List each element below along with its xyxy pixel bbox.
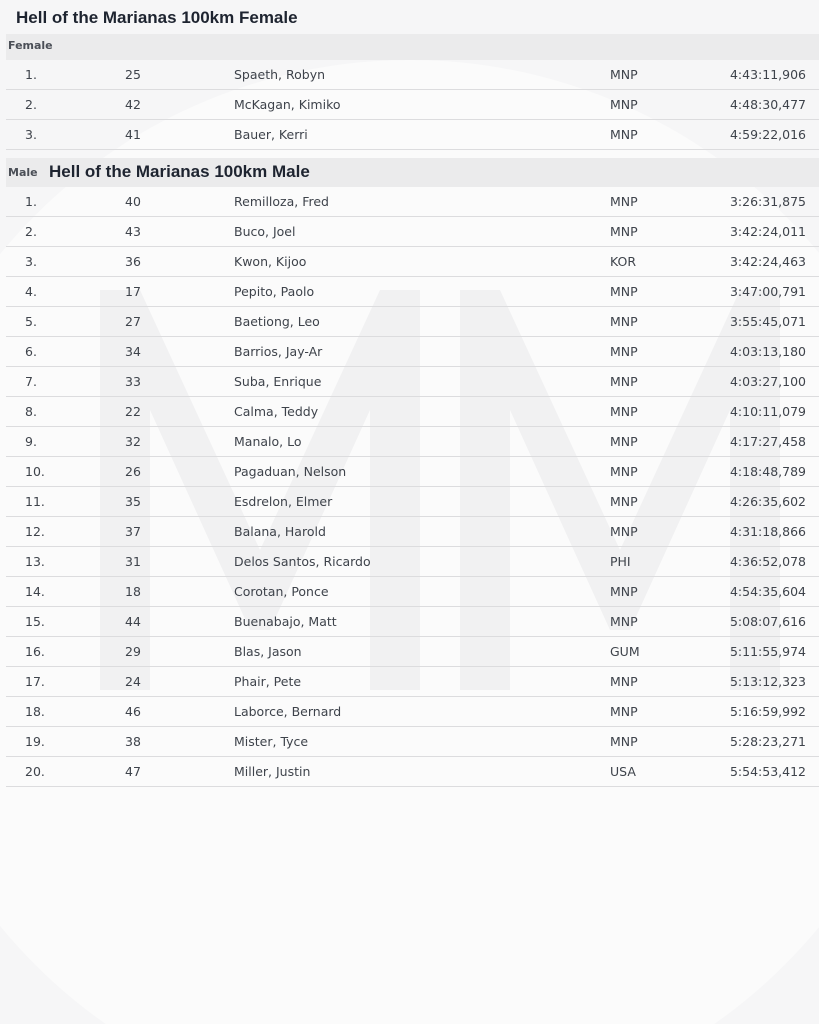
- nationality-cell: MNP: [610, 194, 638, 209]
- time-cell: 4:48:30,477: [729, 97, 806, 112]
- name-cell: Baetiong, Leo: [234, 314, 320, 329]
- nationality-cell: MNP: [610, 584, 638, 599]
- bib-cell: 26: [125, 464, 141, 479]
- bib-cell: 42: [125, 97, 141, 112]
- name-cell: Corotan, Ponce: [234, 584, 329, 599]
- rank-cell: 1.: [25, 194, 37, 209]
- rank-cell: 3.: [25, 254, 37, 269]
- rank-cell: 1.: [25, 67, 37, 82]
- name-cell: Manalo, Lo: [234, 434, 302, 449]
- nationality-cell: KOR: [610, 254, 637, 269]
- time-cell: 4:54:35,604: [729, 584, 806, 599]
- table-row: [6, 337, 819, 367]
- name-cell: Remilloza, Fred: [234, 194, 329, 209]
- bib-cell: 43: [125, 224, 141, 239]
- time-cell: 4:31:18,866: [729, 524, 806, 539]
- table-row: [6, 727, 819, 757]
- bib-cell: 35: [125, 494, 141, 509]
- name-cell: Miller, Justin: [234, 764, 311, 779]
- table-row: [6, 757, 819, 787]
- male-section-title: Hell of the Marianas 100km Male: [49, 162, 310, 181]
- nationality-cell: MNP: [610, 314, 638, 329]
- rank-cell: 6.: [25, 344, 37, 359]
- name-cell: McKagan, Kimiko: [234, 97, 341, 112]
- time-cell: 4:36:52,078: [729, 554, 806, 569]
- time-cell: 5:16:59,992: [729, 704, 806, 719]
- bib-cell: 24: [125, 674, 141, 689]
- male-results-table: [6, 187, 819, 787]
- rank-cell: 2.: [25, 224, 37, 239]
- time-cell: 3:42:24,011: [729, 224, 806, 239]
- rank-cell: 8.: [25, 404, 37, 419]
- time-cell: 5:11:55,974: [729, 644, 806, 659]
- name-cell: Suba, Enrique: [234, 374, 322, 389]
- time-cell: 4:43:11,906: [729, 67, 806, 82]
- rank-cell: 18.: [25, 704, 45, 719]
- bib-cell: 34: [125, 344, 141, 359]
- name-cell: Pagaduan, Nelson: [234, 464, 347, 479]
- table-row: [6, 487, 819, 517]
- nationality-cell: MNP: [610, 67, 638, 82]
- nationality-cell: GUM: [610, 644, 640, 659]
- bib-cell: 29: [125, 644, 141, 659]
- name-cell: Mister, Tyce: [234, 734, 309, 749]
- name-cell: Kwon, Kijoo: [234, 254, 307, 269]
- time-cell: 3:55:45,071: [729, 314, 806, 329]
- nationality-cell: MNP: [610, 464, 638, 479]
- rank-cell: 17.: [25, 674, 45, 689]
- time-cell: 5:54:53,412: [729, 764, 806, 779]
- female-group-header: [6, 34, 819, 60]
- rank-cell: 13.: [25, 554, 45, 569]
- bib-cell: 41: [125, 127, 141, 142]
- table-row: [6, 457, 819, 487]
- name-cell: Calma, Teddy: [234, 404, 319, 419]
- nationality-cell: MNP: [610, 374, 638, 389]
- table-row: [6, 60, 819, 90]
- female-results-table: [6, 60, 819, 150]
- time-cell: 4:59:22,016: [729, 127, 806, 142]
- nationality-cell: MNP: [610, 127, 638, 142]
- bib-cell: 44: [125, 614, 141, 629]
- bib-cell: 22: [125, 404, 141, 419]
- table-row: [6, 217, 819, 247]
- name-cell: Pepito, Paolo: [234, 284, 315, 299]
- rank-cell: 5.: [25, 314, 37, 329]
- name-cell: Balana, Harold: [234, 524, 326, 539]
- rank-cell: 2.: [25, 97, 37, 112]
- name-cell: Bauer, Kerri: [234, 127, 308, 142]
- table-row: [6, 517, 819, 547]
- table-row: [6, 547, 819, 577]
- name-cell: Spaeth, Robyn: [234, 67, 326, 82]
- nationality-cell: MNP: [610, 734, 638, 749]
- nationality-cell: PHI: [610, 554, 631, 569]
- time-cell: 5:13:12,323: [729, 674, 806, 689]
- table-row: [6, 187, 819, 217]
- bib-cell: 46: [125, 704, 141, 719]
- rank-cell: 12.: [25, 524, 45, 539]
- table-row: [6, 90, 819, 120]
- name-cell: Buenabajo, Matt: [234, 614, 337, 629]
- nationality-cell: USA: [610, 764, 636, 779]
- bib-cell: 40: [125, 194, 141, 209]
- rank-cell: 15.: [25, 614, 45, 629]
- time-cell: 4:18:48,789: [729, 464, 806, 479]
- rank-cell: 9.: [25, 434, 37, 449]
- time-cell: 3:47:00,791: [729, 284, 806, 299]
- rank-cell: 19.: [25, 734, 45, 749]
- bib-cell: 27: [125, 314, 141, 329]
- rank-cell: 14.: [25, 584, 45, 599]
- name-cell: Laborce, Bernard: [234, 704, 342, 719]
- nationality-cell: MNP: [610, 97, 638, 112]
- table-row: [6, 667, 819, 697]
- rank-cell: 16.: [25, 644, 45, 659]
- bib-cell: 31: [125, 554, 141, 569]
- name-cell: Blas, Jason: [234, 644, 302, 659]
- female-section-title: Hell of the Marianas 100km Female: [16, 8, 298, 27]
- time-cell: 3:42:24,463: [729, 254, 806, 269]
- bib-cell: 32: [125, 434, 141, 449]
- table-row: [6, 577, 819, 607]
- table-row: [6, 277, 819, 307]
- nationality-cell: MNP: [610, 344, 638, 359]
- bib-cell: 36: [125, 254, 141, 269]
- time-cell: 4:10:11,079: [729, 404, 806, 419]
- nationality-cell: MNP: [610, 614, 638, 629]
- time-cell: 4:03:27,100: [729, 374, 806, 389]
- time-cell: 5:08:07,616: [729, 614, 806, 629]
- male-group-label: Male: [8, 166, 38, 179]
- time-cell: 3:26:31,875: [729, 194, 806, 209]
- bib-cell: 33: [125, 374, 141, 389]
- bib-cell: 37: [125, 524, 141, 539]
- time-cell: 4:03:13,180: [729, 344, 806, 359]
- female-group-label: Female: [8, 39, 53, 52]
- table-row: [6, 120, 819, 150]
- male-group-header: [6, 158, 819, 187]
- time-cell: 4:26:35,602: [729, 494, 806, 509]
- nationality-cell: MNP: [610, 434, 638, 449]
- name-cell: Phair, Pete: [234, 674, 302, 689]
- name-cell: Delos Santos, Ricardo: [234, 554, 371, 569]
- rank-cell: 20.: [25, 764, 45, 779]
- table-row: [6, 697, 819, 727]
- rank-cell: 10.: [25, 464, 45, 479]
- rank-cell: 3.: [25, 127, 37, 142]
- nationality-cell: MNP: [610, 524, 638, 539]
- name-cell: Buco, Joel: [234, 224, 296, 239]
- nationality-cell: MNP: [610, 704, 638, 719]
- rank-cell: 7.: [25, 374, 37, 389]
- bib-cell: 47: [125, 764, 141, 779]
- nationality-cell: MNP: [610, 224, 638, 239]
- bib-cell: 18: [125, 584, 141, 599]
- nationality-cell: MNP: [610, 284, 638, 299]
- nationality-cell: MNP: [610, 674, 638, 689]
- bib-cell: 38: [125, 734, 141, 749]
- table-row: [6, 607, 819, 637]
- name-cell: Esdrelon, Elmer: [234, 494, 333, 509]
- rank-cell: 11.: [25, 494, 45, 509]
- table-row: [6, 307, 819, 337]
- table-row: [6, 427, 819, 457]
- table-row: [6, 637, 819, 667]
- name-cell: Barrios, Jay-Ar: [234, 344, 323, 359]
- bib-cell: 17: [125, 284, 141, 299]
- nationality-cell: MNP: [610, 494, 638, 509]
- time-cell: 5:28:23,271: [729, 734, 806, 749]
- bib-cell: 25: [125, 67, 141, 82]
- time-cell: 4:17:27,458: [729, 434, 806, 449]
- table-row: [6, 367, 819, 397]
- nationality-cell: MNP: [610, 404, 638, 419]
- table-row: [6, 247, 819, 277]
- table-row: [6, 397, 819, 427]
- rank-cell: 4.: [25, 284, 37, 299]
